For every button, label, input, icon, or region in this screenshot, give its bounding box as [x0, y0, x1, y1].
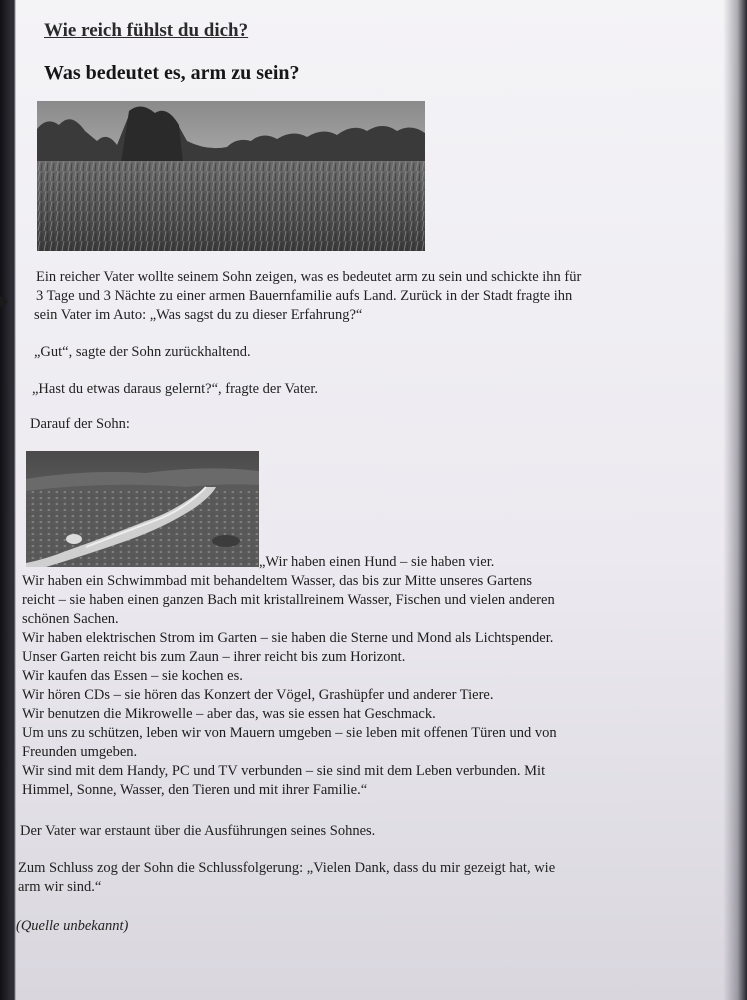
quote-line: Freunden umgeben. — [22, 744, 138, 760]
conclusion-line-2: arm wir sind.“ — [18, 879, 102, 895]
document-subtitle: Was bedeutet es, arm zu sein? — [44, 62, 300, 84]
field-photo-graphic — [37, 101, 425, 251]
question-learned: „Hast du etwas daraus gelernt?“, fragte der Vater. — [32, 381, 318, 397]
intro-line-2: 3 Tage und 3 Nächte zu einer armen Bauernfamilie aufs Land. Zurück in der Stadt fragte ihn — [36, 288, 573, 304]
quote-body — [22, 572, 557, 800]
intro-line-3: sein Vater im Auto: „Was sagst du zu dieser Erfahrung?“ — [34, 307, 363, 323]
source-note: (Quelle unbekannt) — [16, 918, 129, 934]
quote-line: Wir haben ein Schwimmbad mit behandeltem Wasser, das bis zur Mitte unseres Gartens — [22, 573, 533, 589]
quote-line: reicht – sie haben einen ganzen Bach mit kristallreinem Wasser, Fischen und vielen anderen — [22, 592, 555, 608]
quote-line: Um uns zu schützen, leben wir von Mauern umgeben – sie leben mit offenen Türen und von — [22, 725, 557, 741]
conclusion-line-1: Zum Schluss zog der Sohn die Schlussfolgerung: „Vielen Dank, dass du mir gezeigt hat, wie — [18, 860, 556, 876]
quote-line: schönen Sachen. — [22, 611, 119, 627]
father-amazed: Der Vater war erstaunt über die Ausführungen seines Sohnes. — [20, 823, 376, 839]
stream-photo-graphic — [26, 451, 259, 567]
quote-line: Wir haben elektrischen Strom im Garten – sie haben die Sterne und Mond als Lichtspender. — [22, 630, 554, 646]
field-photo — [37, 101, 425, 251]
quote-first-line: „Wir haben einen Hund – sie haben vier. — [259, 554, 495, 570]
son-intro: Darauf der Sohn: — [30, 416, 130, 432]
quote-line: Unser Garten reicht bis zum Zaun – ihrer reicht bis zum Horizont. — [22, 649, 406, 665]
document-title: Wie reich fühlst du dich? — [44, 20, 249, 41]
reply-gut: „Gut“, sagte der Sohn zurückhaltend. — [34, 344, 251, 360]
quote-line: Wir benutzen die Mikrowelle – aber das, was sie essen hat Geschmack. — [22, 706, 436, 722]
quote-line: Wir hören CDs – sie hören das Konzert der Vögel, Grashüpfer und anderer Tiere. — [22, 687, 494, 703]
quote-line: Himmel, Sonne, Wasser, den Tieren und mit ihrer Familie.“ — [22, 782, 368, 798]
stream-photo — [26, 451, 259, 567]
quote-line: Wir sind mit dem Handy, PC und TV verbunden – sie sind mit dem Leben verbunden. Mit — [22, 763, 546, 779]
intro-line-1: Ein reicher Vater wollte seinem Sohn zeigen, was es bedeutet arm zu sein und schickte ihn für — [36, 269, 582, 285]
quote-line: Wir kaufen das Essen – sie kochen es. — [22, 668, 243, 684]
